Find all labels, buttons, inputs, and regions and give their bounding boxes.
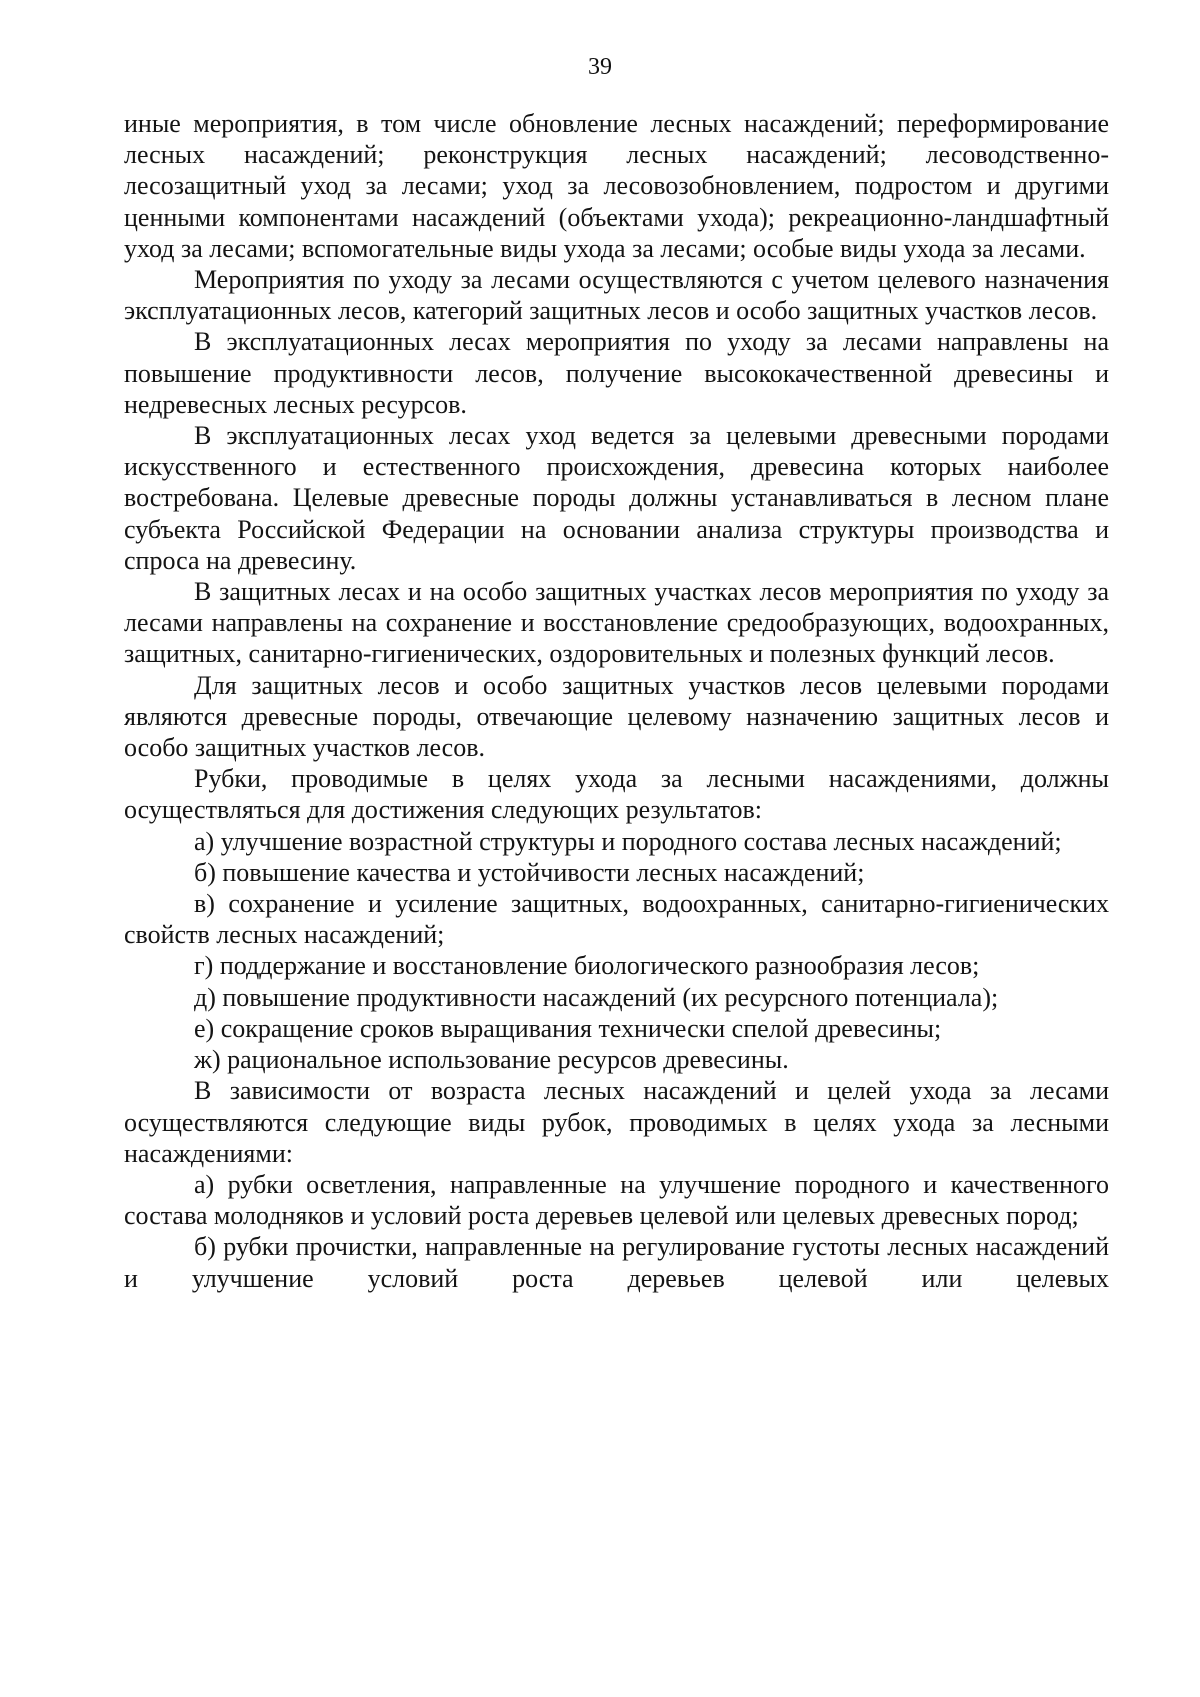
list-item-d-productivity: д) повышение продуктивности насаждений (их ресурсного потенциала);	[194, 982, 999, 1012]
paragraph-exploitation-forests-aim: В эксплуатационных лесах мероприятия по уходу за лесами направлены на повышение продуктивности лесов, получение высококачественной древесины и недревесных лесных ресурсов.	[124, 327, 1109, 419]
page-number: 39	[588, 54, 612, 80]
paragraph-cutting-types-intro: В зависимости от возраста лесных насаждений и целей ухода за лесами осуществляются следующие виды рубок, проводимых в целях ухода за лесными насаждениями:	[124, 1076, 1109, 1168]
paragraph-care-measures-purpose: Мероприятия по уходу за лесами осуществляются с учетом целевого назначения эксплуатационных лесов, категорий защитных лесов и особо защитных участков лесов.	[124, 265, 1109, 326]
list-item-b-quality-stability: б) повышение качества и устойчивости лесных насаждений;	[194, 857, 865, 887]
list-item-a-age-structure: а) улучшение возрастной структуры и породного состава лесных насаждений;	[194, 826, 1062, 856]
paragraph-target-species: В эксплуатационных лесах уход ведется за целевыми древесными породами искусственного и естественного происхождения, древесина которых наиболее востребована. Целевые древесные породы должны устанавливаться в лесном плане субъекта Российской Федерации на основании анализа структуры производства и спроса на древесину.	[124, 421, 1109, 575]
document-body	[124, 108, 1109, 1294]
paragraph-cuttings-results-intro: Рубки, проводимые в целях ухода за лесными насаждениями, должны осуществляться для достижения следующих результатов:	[124, 764, 1109, 825]
list-item-e-growing-time: е) сокращение сроков выращивания технически спелой древесины;	[194, 1013, 942, 1043]
paragraph-protective-target-species: Для защитных лесов и особо защитных участков лесов целевыми породами являются древесные породы, отвечающие целевому назначению защитных лесов и особо защитных участков лесов.	[124, 670, 1109, 763]
list-item-b-cleaning-cuttings: б) рубки прочистки, направленные на регулирование густоты лесных насаждений и улучшение условий роста деревьев целевой или целевых	[124, 1232, 1109, 1293]
list-item-g-biodiversity: г) поддержание и восстановление биологического разнообразия лесов;	[194, 951, 980, 981]
list-item-a-lightening-cuttings: а) рубки осветления, направленные на улучшение породного и качественного состава молодняков и условий роста деревьев целевой или целевых древесных пород;	[124, 1169, 1109, 1231]
paragraph-protective-forests-aim: В защитных лесах и на особо защитных участках лесов мероприятия по уходу за лесами направлены на сохранение и восстановление средообразующих, водоохранных, защитных, санитарно-гигиенических, оздоровительных и полезных функций лесов.	[124, 577, 1109, 669]
list-item-zh-rational-use: ж) рациональное использование ресурсов древесины.	[194, 1045, 789, 1075]
paragraph-other-measures: иные мероприятия, в том числе обновление лесных насаждений; переформирование лесных насаждений; реконструкция лесных насаждений; лесоводственно-лесозащитный уход за лесами; уход за лесовозобновлением, подростом и другими ценными компонентами насаждений (объектами ухода); рекреационно-ландшафтный уход за лесами; вспомогательные виды ухода за лесами; особые виды ухода за лесами.	[124, 109, 1109, 263]
list-item-v-protective-properties: в) сохранение и усиление защитных, водоохранных, санитарно-гигиенических свойств лесных насаждений;	[124, 889, 1109, 950]
